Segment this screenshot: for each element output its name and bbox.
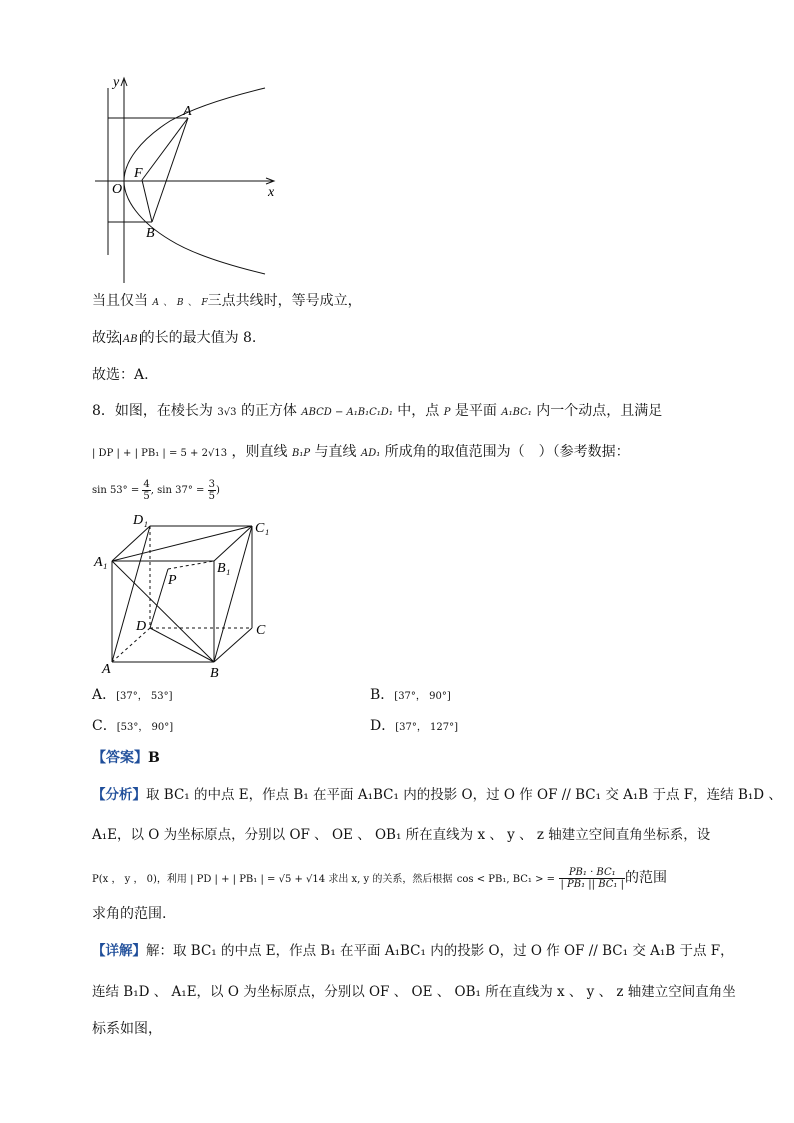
segment-d-b <box>150 628 214 662</box>
analysis-line-2: A₁E，以 O 为坐标原点，分别以 OF 、 OE 、 OB₁ 所在直线为 x 、 y 、 z 轴建立空间直角坐标系，设 <box>92 827 711 843</box>
diagonal-a-d1 <box>112 526 150 662</box>
answer-header: 【答案】 <box>92 750 148 766</box>
detail-line-2: 连结 B₁D 、 A₁E，以 O 为坐标原点，分别以 OF 、 OE 、 OB₁ 所在直线为 x 、 y 、 z 轴建立空间直角坐 <box>92 984 736 1000</box>
label-a: A <box>102 662 111 677</box>
label-f: F <box>134 166 143 181</box>
segment-fa <box>142 118 188 180</box>
diagonal-a1-b <box>112 561 214 662</box>
hidden-segment-p-b1 <box>168 561 214 569</box>
analysis-header: 【分析】 <box>92 787 146 803</box>
segment-d-p <box>150 569 168 628</box>
cosine-fraction: $\frac{\text{PB₁ · BC₁}}{\text{| PB₁ || BC₁ |}}$ <box>560 866 624 890</box>
answer-value: B <box>148 750 160 766</box>
detail-line-1: 【详解】解：取 BC₁ 的中点 E，作点 B₁ 在平面 A₁BC₁ 内的投影 O，过 O 作 OF // BC₁ 交 A₁B 于点 F， <box>92 943 734 959</box>
label-a: A <box>183 104 192 119</box>
analysis-line-3: P(x ， y ， 0)，利用 | PD | + | PB₁ | = √5 + √14 求出 x, y 的关系，然后根据 cos < PB₁, BC₁ > = $\frac{\text{PB₁ · BC₁}}{\text{| PB₁ || BC₁ |}}$ 的范围 <box>92 866 667 890</box>
label-d1: D₁ <box>133 513 148 528</box>
diagonal-a1-c1 <box>112 526 252 561</box>
label-d: D <box>136 619 147 634</box>
segment-fb <box>142 180 152 222</box>
question-8-reference-data: sin 53° = $\frac{4}{5}$ , sin 37° = $\frac{3}{5}$ ) <box>92 479 220 502</box>
label-o: O <box>112 182 123 197</box>
question-8-line-2: | DP | + | PB₁ | = 5 + 2√13 ，则直线 B₁P 与直线 AD₁ 所成角的取值范围为（ ）（参考数据： <box>92 444 630 460</box>
label-b: B <box>210 666 219 681</box>
label-p: P <box>168 573 177 588</box>
label-c: C <box>256 623 266 638</box>
option-c[interactable]: C．[53°， 90°] <box>92 718 174 734</box>
detail-line-3: 标系如图， <box>92 1021 162 1037</box>
fraction-3-5: $\frac{3}{5}$ <box>208 479 215 502</box>
diagonal-b-c1 <box>214 526 252 662</box>
cube-figure <box>90 510 290 682</box>
label-b: B <box>146 226 155 241</box>
analysis-line-4: 求角的范围. <box>92 906 167 922</box>
label-a1: A₁ <box>94 555 108 570</box>
parabola-figure <box>90 72 290 287</box>
option-b[interactable]: B．[37°， 90°] <box>370 687 451 703</box>
fraction-4-5: $\frac{4}{5}$ <box>143 479 150 502</box>
conclusion-line-3: 故选：A. <box>92 367 149 383</box>
detail-header: 【详解】 <box>92 943 146 959</box>
option-d[interactable]: D．[37°， 127°] <box>370 718 459 734</box>
edge-b-c <box>214 628 252 662</box>
label-x: x <box>268 185 275 200</box>
conclusion-line-2: 故弦 AB 的长的最大值为 8. <box>92 330 257 346</box>
analysis-line-1: 【分析】取 BC₁ 的中点 E，作点 B₁ 在平面 A₁BC₁ 内的投影 O，过 O 作 OF // BC₁ 交 A₁B 于点 F，连结 B₁D 、 <box>92 787 782 803</box>
label-c1: C₁ <box>255 521 270 536</box>
conclusion-line-1: 当且仅当 A 、 B 、 F三点共线时，等号成立， <box>92 293 362 309</box>
label-y: y <box>113 75 120 90</box>
label-b1: B₁ <box>217 561 231 576</box>
answer-line <box>92 749 160 767</box>
question-8-line-1: 8．如图，在棱长为 3√3 的正方体 ABCD − A₁B₁C₁D₁ 中，点 P 是平面 A₁BC₁ 内一个动点，且满足 <box>92 403 663 419</box>
option-a[interactable]: A．[37°， 53°] <box>92 687 173 703</box>
chord-ab <box>152 118 188 222</box>
